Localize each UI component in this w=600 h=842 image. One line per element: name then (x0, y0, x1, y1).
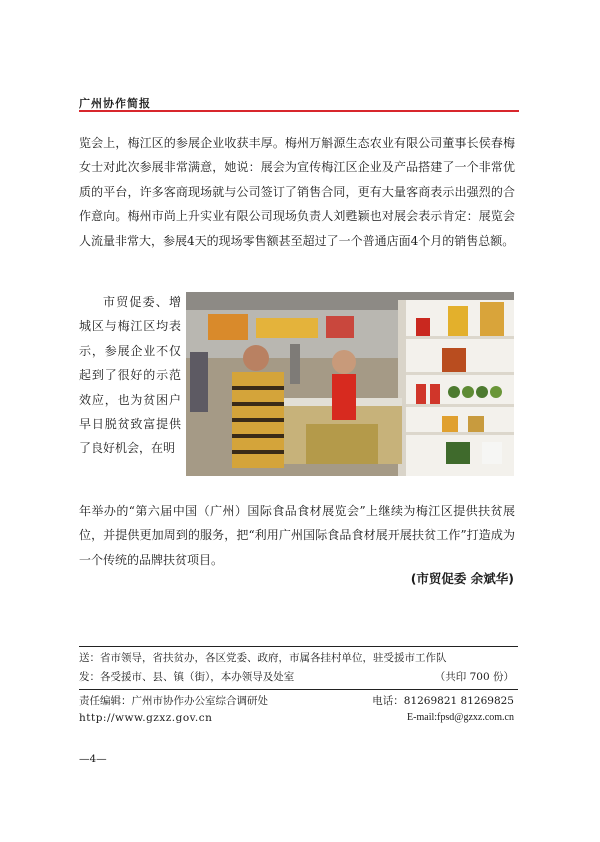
distribution-send-line: 送：省市领导，省扶贫办，各区党委、政府，市属各挂村单位，驻受援市工作队 (79, 652, 447, 664)
contact-email[interactable]: E-mail:fpsd@gzxz.com.cn (407, 712, 514, 723)
responsible-editor: 责任编辑：广州市协作办公室综合调研处 (79, 695, 268, 707)
article-paragraph-2-side: 市贸促委、增城区与梅江区均表示，参展企业不仅起到了很好的示范效应，也为贫困户早日脱贫致富提供了良好机会，在明 (79, 295, 181, 456)
article-signature: (市贸促委 余斌华) (410, 571, 514, 586)
distribution-issue-line: 发：各受援市、县、镇（街），本办领导及处室 (79, 671, 295, 683)
website-link[interactable]: http://www.gzxz.gov.cn (79, 712, 213, 724)
expo-booth-photo (186, 292, 514, 476)
header-title: 广州协作简报 (79, 97, 151, 110)
contact-phone: 电话：81269821 81269825 (372, 695, 514, 707)
print-copies: （共印 700 份） (434, 671, 514, 683)
article-paragraph-1: 览会上，梅江区的参展企业收获丰厚。梅州万斛源生态农业有限公司董事长侯春梅女士对此次参展非常满意，她说：展会为宣传梅江区企业及产品搭建了一个非常优质的平台，许多客商现场就与公司签订了销售合同，更有大量客商表示出强烈的合作意向。梅州市尚上升实业有限公司现场负责人刘甦颖也对展会表示肯定：展览会人流量非常大，参展4天的现场零售额甚至超过了一个普通店面4个月的销售总额。 (79, 136, 515, 248)
footer-rule-mid (79, 689, 518, 690)
article-paragraph-2-continued: 年举办的“第六届中国（广州）国际食品食材展览会”上继续为梅江区提供扶贫展位，并提供更加周到的服务，把“利用广州国际食品食材展开展扶贫工作”打造成为一个传统的品牌扶贫项目。 (79, 504, 515, 567)
page-number: —4— (79, 753, 107, 765)
page-header (79, 92, 519, 114)
header-rule (79, 110, 519, 112)
footer-rule-top (79, 646, 518, 647)
